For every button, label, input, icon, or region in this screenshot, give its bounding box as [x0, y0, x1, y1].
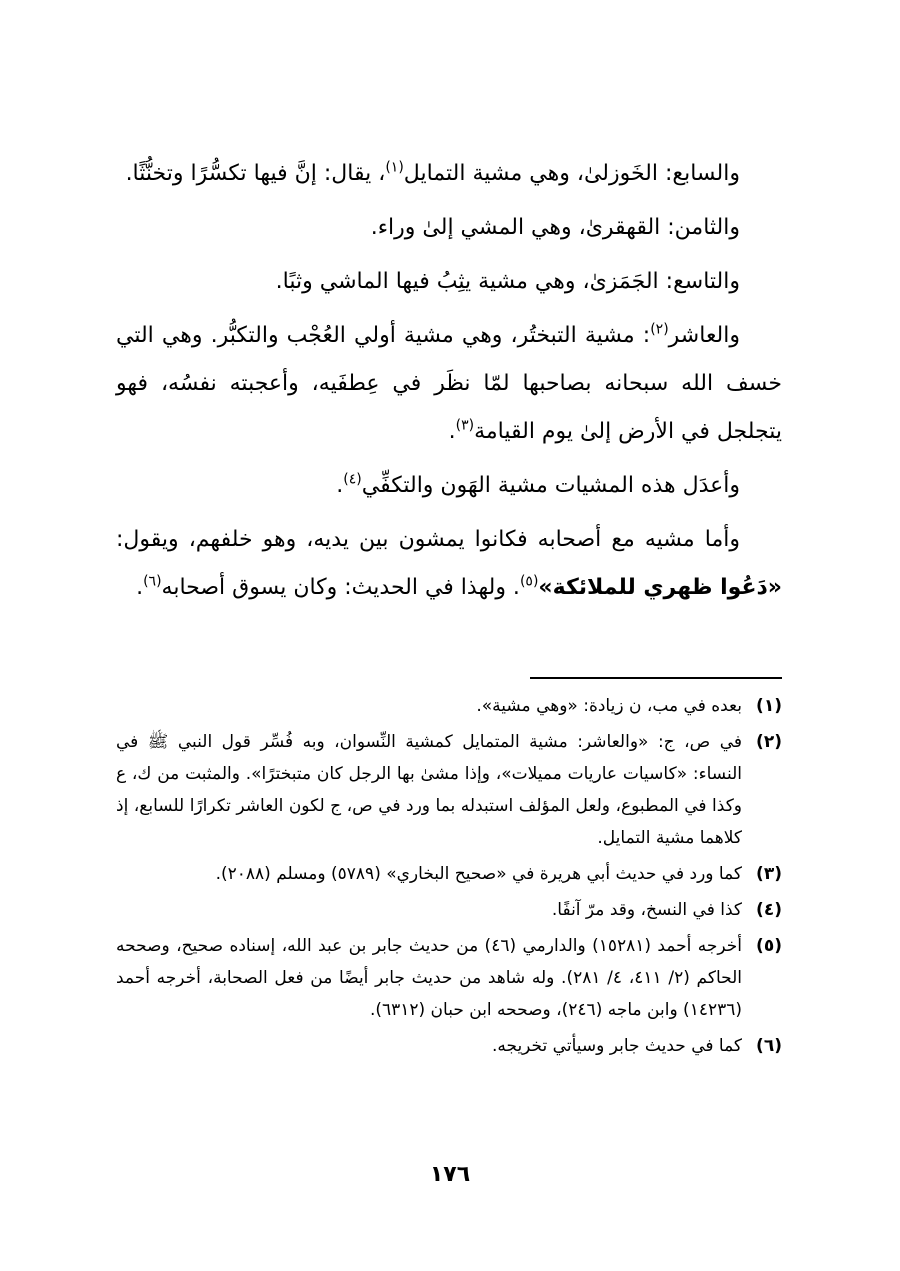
- paragraph-5-text: وأعدَل هذه المشيات مشية الهَون والتكفِّي: [361, 473, 740, 498]
- page-number: ١٧٦: [429, 1162, 471, 1187]
- footnote-text: أخرجه أحمد (١٥٢٨١) والدارمي (٤٦) من حديث جابر بن عبد الله، إسناده صحيح، وصححه الحاكم (٢/ ٤١١، ٤/ ٢٨١). وله شاهد من حديث جابر أيضًا من فعل الصحابة، أخرجه أحمد (١٤٢٣٦) وابن ماجه (٢٤٦)، وصححه ابن حبان (٦٣١٢).: [116, 936, 743, 1020]
- paragraph-1-tail: ، يقال: إنَّ فيها تكسُّرًا وتخنُّثًا.: [125, 161, 386, 186]
- paragraph-6-text: وأما مشيه مع أصحابه فكانوا يمشون بين يديه، وهو خلفهم، ويقول:: [116, 527, 740, 552]
- footnote-number: (١): [756, 696, 782, 716]
- paragraph-1-text: والسابع: الخَوزلىٰ، وهي مشية التمايل: [403, 161, 740, 186]
- paragraph-3-text: والتاسع: الجَمَزىٰ، وهي مشية يثِبُ فيها الماشي وثبًا.: [275, 269, 740, 294]
- paragraph-4: [116, 312, 782, 456]
- paragraph-6: [116, 516, 782, 612]
- footnote-number: (٦): [756, 1036, 782, 1056]
- footnotes: [116, 690, 782, 1066]
- paragraph-1: [116, 150, 782, 198]
- paragraph-4-lead: والعاشر: [668, 323, 740, 348]
- footnote-number: (٤): [756, 900, 782, 920]
- footnote-ref-6: (٦): [143, 573, 162, 590]
- paragraph-2-text: والثامن: القهقرىٰ، وهي المشي إلىٰ وراء.: [370, 215, 740, 240]
- paragraph-4-tail: .: [448, 419, 456, 444]
- footnote-ref-1: (١): [385, 159, 404, 176]
- paragraph-3: [116, 258, 782, 306]
- paragraph-4-text: : مشية التبختُر، وهي مشية أولي العُجْب والتكبُّر. وهي التي خسف الله سبحانه بصاحبها لمّا نظَر في عِطفَيه، وأعجبته نفسُه، فهو يتجلجل في الأرض إلىٰ يوم القيامة: [116, 323, 782, 444]
- footnote-ref-2: (٢): [650, 321, 669, 338]
- footnote-3: [116, 858, 782, 890]
- paragraph-5-tail: .: [336, 473, 344, 498]
- footnote-divider: [530, 677, 782, 679]
- paragraph-6-text-2: . ولهذا في الحديث: وكان يسوق أصحابه: [161, 575, 520, 600]
- footnote-number: (٢): [756, 732, 782, 752]
- footnote-2: [116, 726, 782, 854]
- footnote-text: كما في حديث جابر وسيأتي تخريجه.: [491, 1036, 742, 1056]
- footnote-4: [116, 894, 782, 926]
- hadith-quote: «دَعُوا ظهري للملائكة»: [538, 575, 782, 600]
- main-text: [116, 150, 782, 618]
- footnote-6: [116, 1030, 782, 1062]
- footnote-text: بعده في مب، ن زيادة: «وهي مشية».: [476, 696, 742, 716]
- footnote-text: كذا في النسخ، وقد مرّ آنفًا.: [551, 900, 742, 920]
- footnote-text: كما ورد في حديث أبي هريرة في «صحيح البخاري» (٥٧٨٩) ومسلم (٢٠٨٨).: [215, 864, 742, 884]
- footnote-ref-3: (٣): [455, 417, 475, 434]
- paragraph-6-tail: .: [136, 575, 144, 600]
- footnote-ref-5: (٥): [519, 573, 539, 590]
- footnote-number: (٥): [756, 936, 782, 956]
- footnote-1: [116, 690, 782, 722]
- footnote-ref-4: (٤): [343, 471, 362, 488]
- footnote-5: [116, 930, 782, 1026]
- footnote-text: في ص، ج: «والعاشر: مشية المتمايل كمشية النِّسوان، وبه فُسِّر قول النبي ﷺ في النساء: «كاسيات عاريات مميلات»، وإذا مشىٰ بها الرجل كان متبخترًا». والمثبت من ك، ع وكذا في المطبوع، ولعل المؤلف استبدله بما ورد في ص، ج لكون العاشر تكرارًا للسابع، إذ كلاهما مشية التمايل.: [116, 732, 742, 848]
- paragraph-5: [116, 462, 782, 510]
- footnote-number: (٣): [756, 864, 782, 884]
- paragraph-2: [116, 204, 782, 252]
